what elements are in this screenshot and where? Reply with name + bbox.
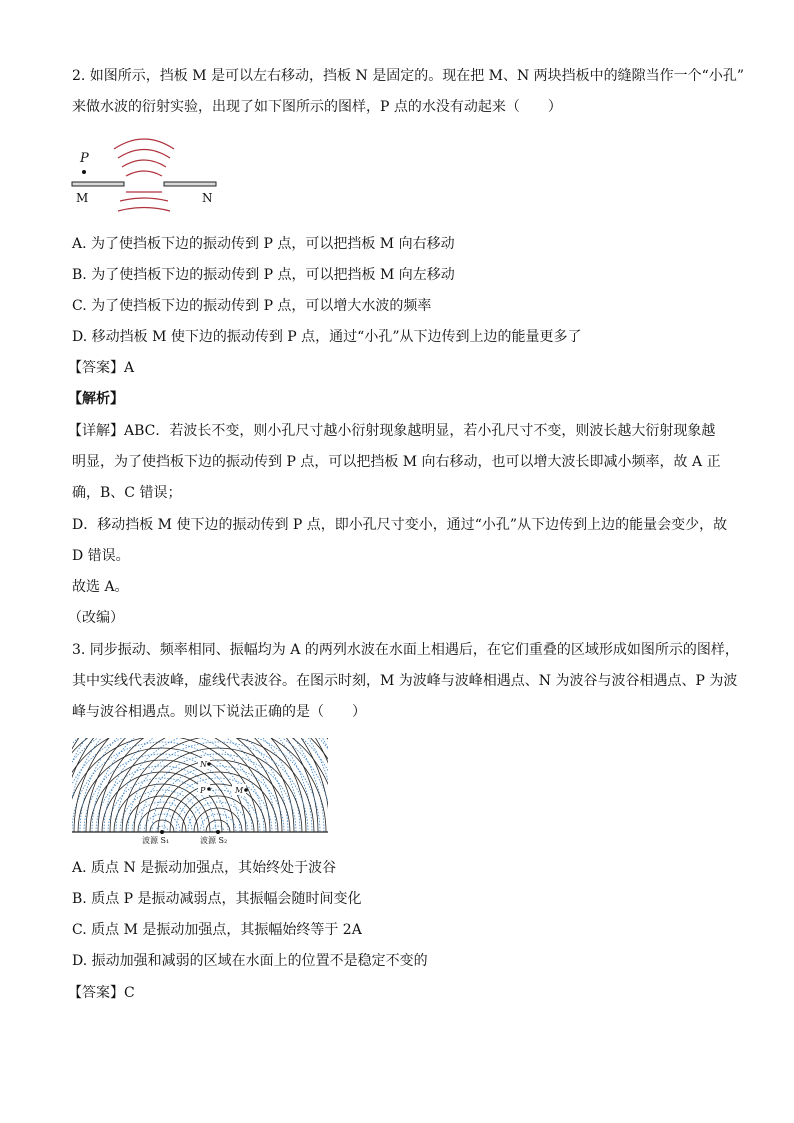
q2-detail-line6: 故选 A。 [72, 579, 129, 595]
q2-option-c: C. 为了使挡板下边的振动传到 P 点，可以增大水波的频率 [72, 298, 432, 314]
point-n [207, 762, 211, 766]
wave-trough [152, 766, 284, 832]
q2-answer: 【答案】A [68, 360, 135, 376]
q2-detail-line4: D．移动挡板 M 使下边的振动传到 P 点，即小孔尺寸变小，通过“小孔”从下边传到上边的能量会变少，故 [72, 517, 728, 533]
point-m [244, 788, 248, 792]
q2-detail-line5: D 错误。 [72, 548, 130, 564]
q3-stem-line1: 3. 同步振动、频率相同、振幅均为 A 的两列水波在水面上相遇后，在它们重叠的区域形成如图所示的图样， [72, 642, 739, 658]
q3-stem-line3: 峰与波谷相遇点。则以下说法正确的是（ ） [72, 704, 366, 720]
q3-interference-figure [72, 738, 328, 844]
q2-analysis-title: 【解析】 [68, 391, 124, 407]
q3-source2-label: 波源 S₂ [200, 836, 228, 844]
wave-trough [144, 814, 180, 832]
q2-detail-line1: 【详解】ABC．若波长不变，则小孔尺寸越小衍射现象越明显，若小孔尺寸不变，则波长越大衍射现象越 [68, 423, 716, 439]
point-p [82, 170, 86, 174]
q3-label-m: M [235, 786, 244, 795]
q3-label-n: N [200, 760, 207, 769]
q2-label-m: M [76, 191, 89, 205]
incident-waves [118, 192, 170, 211]
q2-label-p: P [80, 151, 89, 166]
q2-diffraction-figure [68, 130, 228, 215]
q2-detail-line3: 确，B、C 错误； [72, 485, 182, 501]
barrier-m [72, 182, 124, 186]
q2-option-b: B. 为了使挡板下边的振动传到 P 点，可以把挡板 M 向左移动 [72, 267, 455, 283]
barrier-n [164, 182, 216, 186]
source-s2-dot [216, 830, 220, 834]
wave-trough [188, 802, 248, 832]
q2-option-a: A. 为了使挡板下边的振动传到 P 点，可以把挡板 M 向右移动 [72, 236, 455, 252]
wave-trough [104, 738, 328, 832]
q3-label-p: P [200, 786, 206, 795]
point-p [207, 787, 211, 791]
diffracted-waves [114, 139, 174, 176]
note-adapted: （改编） [68, 610, 124, 626]
wave-trough [96, 766, 228, 832]
q3-option-c: C. 质点 M 是振动加强点，其振幅始终等于 2A [72, 922, 362, 938]
q3-option-d: D. 振动加强和减弱的区域在水面上的位置不是稳定不变的 [72, 953, 428, 969]
wave-trough [200, 814, 236, 832]
q2-label-n: N [202, 191, 213, 205]
q3-source1-label: 波源 S₁ [142, 836, 170, 844]
q2-stem-line2: 来做水波的衍射实验，出现了如下图所示的图样，P 点的水没有动起来（ ） [72, 99, 562, 115]
q3-stem-line2: 其中实线代表波峰，虚线代表波谷。在图示时刻，M 为波峰与波峰相遇点、N 为波谷与波谷相遇点、P 为波 [72, 673, 738, 689]
q3-option-a: A. 质点 N 是振动加强点，其始终处于波谷 [72, 860, 337, 876]
q2-option-d: D. 移动挡板 M 使下边的振动传到 P 点，通过“小孔”从下边传到上边的能量更多了 [72, 329, 582, 345]
source-s1-dot [160, 830, 164, 834]
wave-trough [132, 802, 192, 832]
q3-answer: 【答案】C [68, 985, 135, 1001]
q3-option-b: B. 质点 P 是振动减弱点，其振幅会随时间变化 [72, 891, 362, 907]
q2-detail-line2: 明显，为了使挡板下边的振动传到 P 点，可以把挡板 M 向右移动，也可以增大波长即减小频率，故 A 正 [72, 454, 721, 470]
q2-stem-line1: 2. 如图所示，挡板 M 是可以左右移动，挡板 N 是固定的。现在把 M、N 两块挡板中的缝隙当作一个“小孔” [72, 68, 744, 84]
